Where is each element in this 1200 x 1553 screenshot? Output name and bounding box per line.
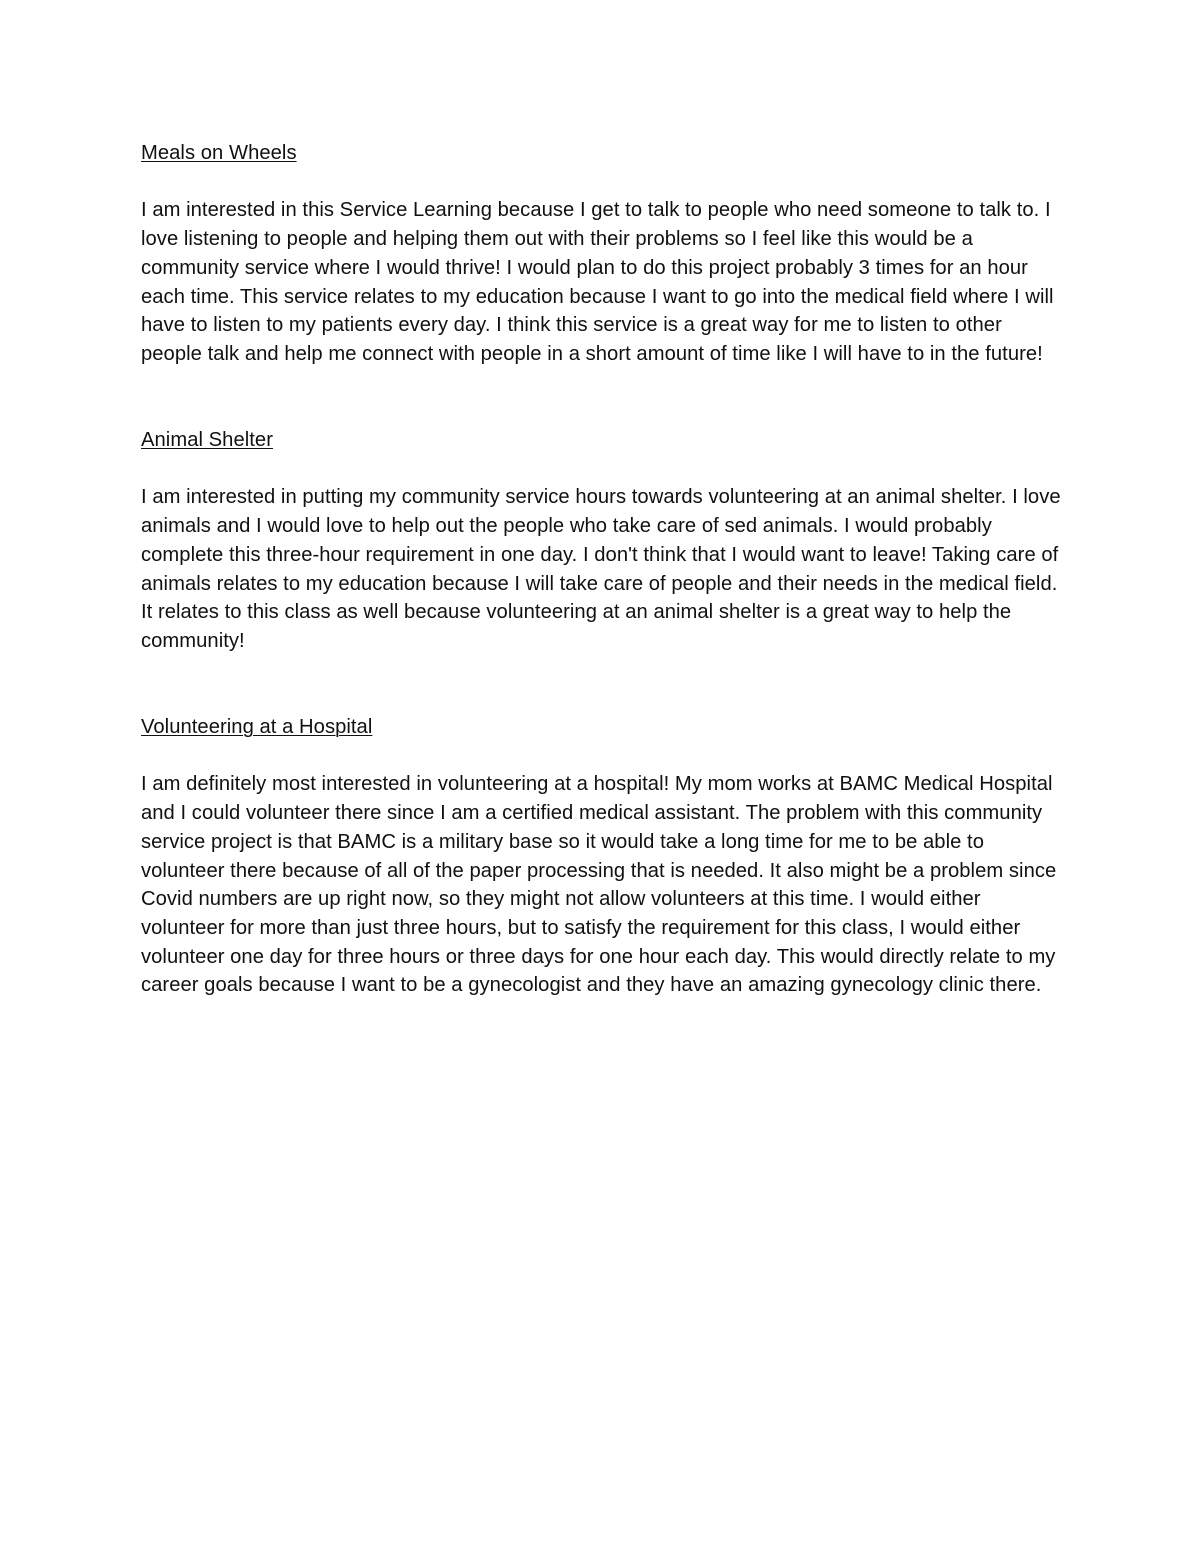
section-meals-on-wheels	[141, 139, 1066, 369]
section-body: I am interested in this Service Learning because I get to talk to people who need someone to talk to. I love listening to people and helping them out with their problems so I feel like this would be a community service where I would thrive! I would plan to do this project probably 3 times for an hour each time. This service relates to my education because I want to go into the medical field where I will have to listen to my patients every day. I think this service is a great way for me to listen to other people talk and help me connect with people in a short amount of time like I will have to in the future!	[141, 199, 1054, 365]
document-page	[141, 139, 1066, 1000]
section-body: I am definitely most interested in volunteering at a hospital! My mom works at BAMC Medical Hospital and I could volunteer there since I am a certified medical assistant. The problem with this community service project is that BAMC is a military base so it would take a long time for me to be able to volunteer there because of all of the paper processing that is needed. It also might be a problem since Covid numbers are up right now, so they might not allow volunteers at this time. I would either volunteer for more than just three hours, but to satisfy the requirement for this class, I would either volunteer one day for three hours or three days for one hour each day. This would directly relate to my career goals because I want to be a gynecologist and they have an amazing gynecology clinic there.	[141, 773, 1057, 997]
section-title: Volunteering at a Hospital	[141, 716, 373, 738]
section-title: Meals on Wheels	[141, 142, 297, 164]
section-title: Animal Shelter	[141, 429, 273, 451]
section-body: I am interested in putting my community service hours towards volunteering at an animal shelter. I love animals and I would love to help out the people who take care of sed animals. I would probably complete this three-hour requirement in one day. I don't think that I would want to leave! Taking care of animals relates to my education because I will take care of people and their needs in the medical field. It relates to this class as well because volunteering at an animal shelter is a great way to help the community!	[141, 486, 1061, 652]
section-volunteering-hospital	[141, 713, 1066, 1000]
section-animal-shelter	[141, 426, 1066, 656]
